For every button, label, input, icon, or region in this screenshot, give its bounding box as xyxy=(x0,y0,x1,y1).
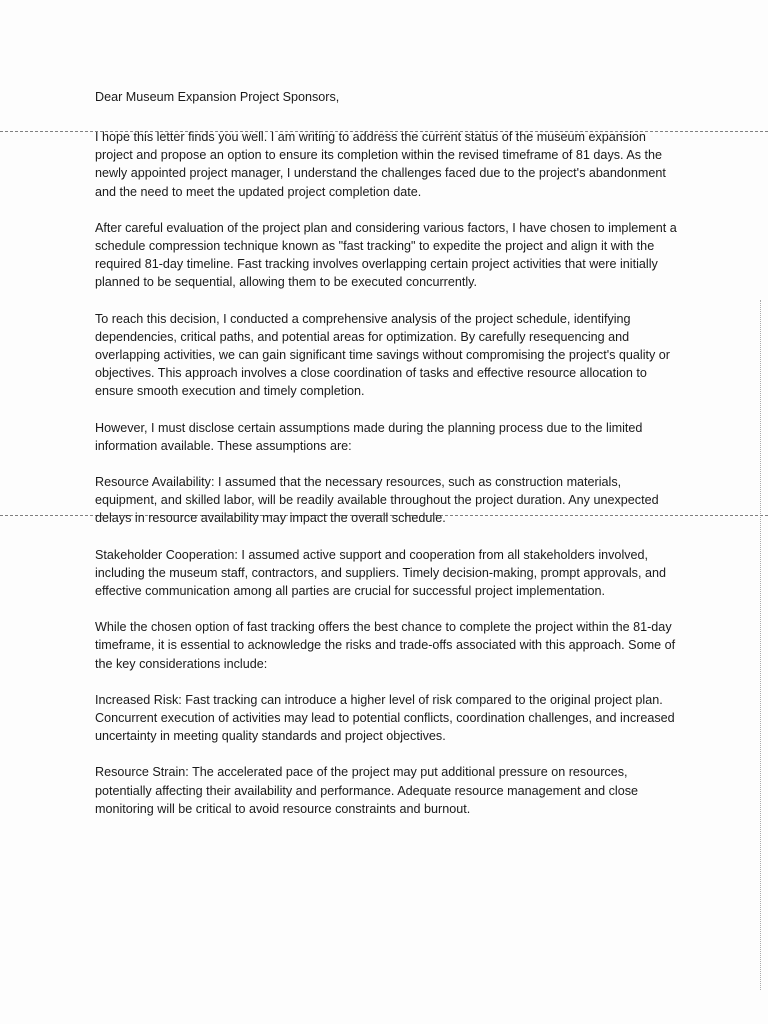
paragraph-resource-strain: Resource Strain: The accelerated pace of the project may put additional pressure on resources, potentially affecting their availability and performance. Adequate resource management and close monitoring will be critical to avoid resource constraints and burnout. xyxy=(95,765,639,816)
paragraph-fast-tracking: After careful evaluation of the project plan and considering various factors, I have chosen to implement a schedule compression technique known as "fast tracking" to expedite the project and align it with the required 81-day timeline. Fast tracking involves overlapping certain project activities that were initially planned to be sequential, allowing them to be executed concurrently. xyxy=(95,220,677,290)
paragraph-stakeholder-cooperation: Stakeholder Cooperation: I assumed active support and cooperation from all stakeholders involved, including the museum staff, contractors, and suppliers. Timely decision-making, prompt approvals, and effective communication among all parties are crucial for successful project implementation. xyxy=(95,547,666,599)
paragraph-risks-intro: While the chosen option of fast tracking offers the best chance to complete the project within the 81-day timeframe, it is essential to acknowledge the risks and trade-offs associated with this approach. Some of the key considerations include: xyxy=(95,620,676,671)
letter-body xyxy=(95,88,685,836)
paragraph-assumptions-intro: However, I must disclose certain assumptions made during the planning process due to the limited information available. These assumptions are: xyxy=(95,420,643,453)
paragraph-analysis: To reach this decision, I conducted a comprehensive analysis of the project schedule, identifying dependencies, critical paths, and potential areas for optimization. By carefully resequencing and overlapping activities, we can gain significant time savings without compromising the project's quality or objectives. This approach involves a close coordination of tasks and effective resource allocation to ensure smooth execution and timely completion. xyxy=(95,311,670,399)
paragraph-intro: I hope this letter finds you well. I am writing to address the current status of the museum expansion project and propose an option to ensure its completion within the revised timeframe of 81 days. As the newly appointed project manager, I understand the challenges faced due to the project's abandonment and the need to meet the updated project completion date. xyxy=(95,130,666,199)
page-edge-artifact xyxy=(760,300,761,990)
paragraph-resource-availability: Resource Availability: I assumed that the necessary resources, such as construction materials, equipment, and skilled labor, will be readily available throughout the project duration. Any unexpected delays in resource availability may impact the overall schedule. xyxy=(95,475,659,526)
paragraph-increased-risk: Increased Risk: Fast tracking can introduce a higher level of risk compared to the original project plan. Concurrent execution of activities may lead to potential conflicts, coordination challenges, and increased uncertainty in meeting quality standards and project objectives. xyxy=(95,692,675,744)
letter-salutation: Dear Museum Expansion Project Sponsors, xyxy=(95,90,340,104)
